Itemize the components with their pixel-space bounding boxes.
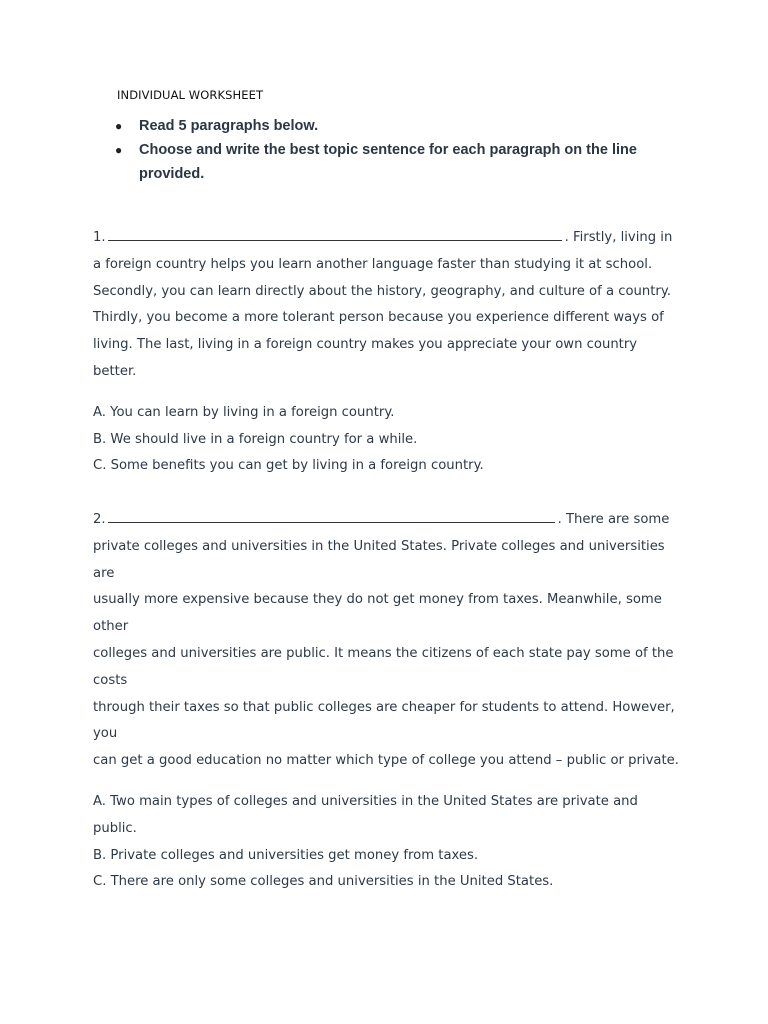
instruction-text: Read 5 paragraphs below. xyxy=(139,118,319,134)
bullet-icon: ● xyxy=(115,143,123,157)
option-a: A. You can learn by living in a foreign country. xyxy=(93,404,395,420)
option-b: B. We should live in a foreign country for a while. xyxy=(93,431,418,447)
options-list xyxy=(93,400,683,480)
question-1 xyxy=(93,225,683,480)
paragraph-line: . Firstly, living in xyxy=(564,230,673,245)
options-list xyxy=(93,789,683,896)
option-b: B. Private colleges and universities get money from taxes. xyxy=(93,847,479,863)
question-number: 1. xyxy=(93,230,106,245)
paragraph-line: colleges and universities are public. It means the citizens of each state pay some of the costs xyxy=(93,645,674,688)
paragraph-line: a foreign country helps you learn another language faster than studying it at school. xyxy=(93,256,653,272)
instruction-item xyxy=(115,114,675,138)
option-c: C. Some benefits you can get by living in a foreign country. xyxy=(93,458,484,474)
answer-blank-line[interactable] xyxy=(108,510,555,523)
paragraph-line: . There are some xyxy=(557,512,670,527)
instructions-list xyxy=(115,114,675,186)
paragraph-line: usually more expensive because they do not get money from taxes. Meanwhile, some other xyxy=(93,592,662,635)
worksheet-title: INDIVIDUAL WORKSHEET xyxy=(117,88,264,102)
paragraph-line: Secondly, you can learn directly about the history, geography, and culture of a country. xyxy=(93,283,671,299)
option-a: A. Two main types of colleges and universities in the United States are private and public. xyxy=(93,793,638,836)
answer-blank-line[interactable] xyxy=(108,228,562,241)
paragraph-1 xyxy=(93,225,683,386)
instruction-item xyxy=(115,138,675,186)
paragraph-line: Thirdly, you become a more tolerant person because you experience different ways of xyxy=(93,310,664,326)
instruction-text: Choose and write the best topic sentence for each paragraph on the line provided. xyxy=(139,142,637,182)
paragraph-2 xyxy=(93,507,683,775)
bullet-icon: ● xyxy=(115,119,123,133)
question-2 xyxy=(93,507,683,896)
paragraph-line: through their taxes so that public colleges are cheaper for students to attend. However, you xyxy=(93,699,675,742)
paragraph-line: can get a good education no matter which type of college you attend – public or private. xyxy=(93,753,679,769)
question-number: 2. xyxy=(93,512,106,527)
paragraph-line: private colleges and universities in the United States. Private colleges and universities are xyxy=(93,538,665,581)
paragraph-line: living. The last, living in a foreign country makes you appreciate your own country better. xyxy=(93,337,638,379)
option-c: C. There are only some colleges and universities in the United States. xyxy=(93,874,554,890)
